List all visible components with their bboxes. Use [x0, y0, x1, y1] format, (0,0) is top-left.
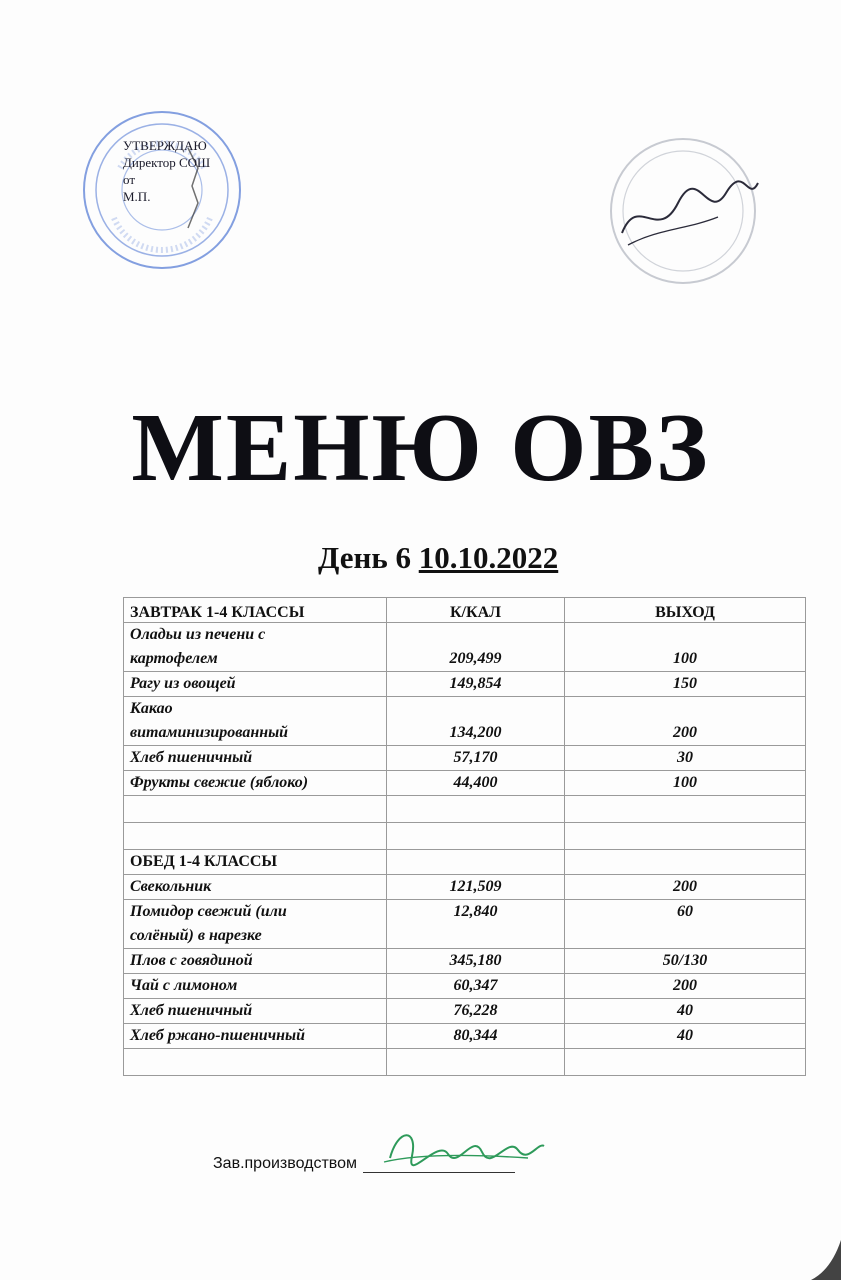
dish-name: Хлеб пшеничный — [124, 999, 387, 1024]
dish-kcal: 12,840 — [387, 900, 565, 949]
dish-output: 50/130 — [565, 949, 806, 974]
approval-block — [123, 137, 210, 205]
dish-name: Хлеб ржано-пшеничный — [124, 1024, 387, 1049]
empty-row — [124, 1049, 806, 1076]
page-corner-shadow — [811, 1240, 841, 1280]
empty-row — [124, 823, 806, 850]
dish-name — [124, 623, 387, 672]
dish-name-line: Помидор свежий (или — [130, 903, 287, 920]
empty-cell — [565, 823, 806, 850]
table-row — [124, 974, 806, 999]
menu-table — [123, 597, 806, 1076]
dish-name: Плов с говядиной — [124, 949, 387, 974]
table-row — [124, 771, 806, 796]
dish-output: 150 — [565, 672, 806, 697]
dish-output: 40 — [565, 999, 806, 1024]
approval-position: Директор СОШ — [123, 155, 211, 170]
empty-cell — [124, 796, 387, 823]
empty-cell — [387, 1049, 565, 1076]
dish-kcal: 209,499 — [387, 623, 565, 672]
day-date: 10.10.2022 — [418, 540, 559, 575]
dish-name-line: картофелем — [130, 650, 218, 667]
dish-kcal: 57,170 — [387, 746, 565, 771]
footer-signature-line — [213, 1155, 515, 1173]
approval-date: от — [123, 172, 136, 187]
table-row — [124, 949, 806, 974]
dish-name — [124, 697, 387, 746]
dish-name: Хлеб пшеничный — [124, 746, 387, 771]
dish-name-line: Оладьи из печени с — [130, 626, 266, 643]
empty-cell — [387, 796, 565, 823]
dish-name: Чай с лимоном — [124, 974, 387, 999]
table-row — [124, 999, 806, 1024]
empty-cell — [387, 850, 565, 875]
dish-output: 100 — [565, 771, 806, 796]
signature-line — [363, 1156, 515, 1173]
table-row — [124, 672, 806, 697]
lunch-section-title: ОБЕД 1-4 КЛАССЫ — [124, 850, 387, 875]
dish-kcal: 60,347 — [387, 974, 565, 999]
dish-name — [124, 900, 387, 949]
header-breakfast: ЗАВТРАК 1-4 КЛАССЫ — [124, 598, 387, 623]
dish-name: Рагу из овощей — [124, 672, 387, 697]
empty-cell — [124, 1049, 387, 1076]
dish-output: 200 — [565, 697, 806, 746]
dish-name: Фрукты свежие (яблоко) — [124, 771, 387, 796]
header-kcal: К/КАЛ — [387, 598, 565, 623]
table-row — [124, 875, 806, 900]
empty-row — [124, 796, 806, 823]
dish-kcal: 76,228 — [387, 999, 565, 1024]
approval-title: УТВЕРЖДАЮ — [123, 138, 207, 153]
table-header-row — [124, 598, 806, 623]
dish-kcal: 80,344 — [387, 1024, 565, 1049]
table-row — [124, 697, 806, 746]
approval-seal-mark: М.П. — [123, 189, 151, 204]
dish-name: Свекольник — [124, 875, 387, 900]
table-row — [124, 623, 806, 672]
dish-output: 100 — [565, 623, 806, 672]
empty-cell — [565, 796, 806, 823]
dish-name-line: Какао — [130, 700, 173, 717]
empty-cell — [565, 1049, 806, 1076]
dish-kcal: 345,180 — [387, 949, 565, 974]
day-line — [318, 540, 558, 576]
seal-stamp-right — [598, 133, 768, 288]
dish-output: 200 — [565, 875, 806, 900]
dish-output: 30 — [565, 746, 806, 771]
table-row — [124, 746, 806, 771]
footer-label: Зав.производством — [213, 1155, 357, 1172]
table-row — [124, 900, 806, 949]
dish-output: 40 — [565, 1024, 806, 1049]
page-title: МЕНЮ ОВЗ — [131, 394, 710, 502]
dish-kcal: 134,200 — [387, 697, 565, 746]
empty-cell — [124, 823, 387, 850]
lunch-header-row — [124, 850, 806, 875]
dish-kcal: 121,509 — [387, 875, 565, 900]
dish-output: 200 — [565, 974, 806, 999]
empty-cell — [565, 850, 806, 875]
dish-output: 60 — [565, 900, 806, 949]
day-label: День 6 — [318, 540, 411, 575]
empty-cell — [387, 823, 565, 850]
dish-name-line: солёный) в нарезке — [130, 927, 262, 944]
dish-kcal: 44,400 — [387, 771, 565, 796]
table-row — [124, 1024, 806, 1049]
header-output: ВЫХОД — [565, 598, 806, 623]
dish-name-line: витаминизированный — [130, 724, 289, 741]
dish-kcal: 149,854 — [387, 672, 565, 697]
